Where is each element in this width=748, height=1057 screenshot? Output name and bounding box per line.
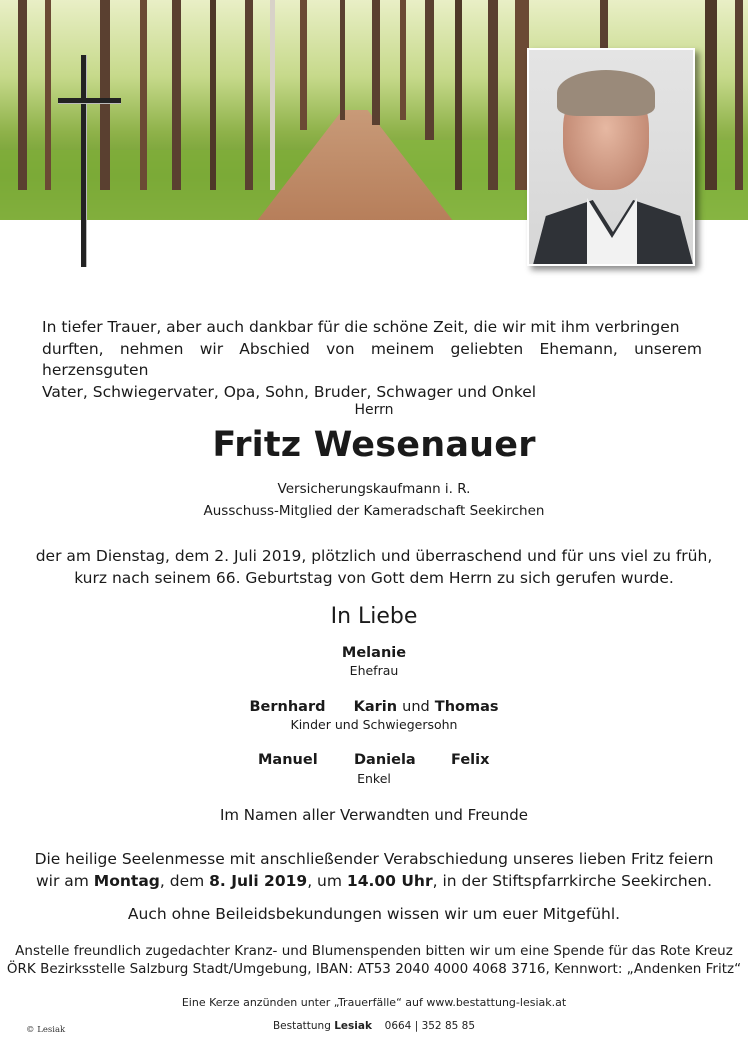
grandchild-name: Daniela — [354, 752, 416, 768]
service-date: 8. Juli 2019 — [209, 871, 308, 890]
donation-note — [0, 943, 748, 978]
intro-line: durften, nehmen wir Abschied von meinem geliebten Ehemann, unserem herzensguten — [42, 339, 702, 379]
death-notice-line: der am Dienstag, dem 2. Juli 2019, plötzlich und überraschend und für uns viel zu früh, — [35, 547, 713, 565]
wife-name: Melanie — [341, 645, 407, 661]
service-time: 14.00 Uhr — [346, 871, 433, 890]
grandchildren-role: Enkel — [357, 771, 391, 786]
family-heading: In Liebe — [330, 604, 418, 629]
and-text: und — [402, 699, 430, 715]
service-line: wir am Montag, dem 8. Juli 2019, um 14.00 Uhr, in der Stiftspfarrkirche Seekirchen. — [35, 871, 713, 890]
death-notice — [0, 545, 748, 589]
grandchild-name: Manuel — [258, 752, 318, 768]
service-notice — [0, 849, 748, 892]
children-block — [0, 699, 748, 732]
candle-link[interactable]: Eine Kerze anzünden unter „Trauerfälle“ auf www.bestattung-lesiak.at — [181, 996, 567, 1009]
deceased-title: Versicherungskaufmann i. R. — [277, 481, 471, 497]
portrait-photo — [527, 48, 695, 266]
grandchild-name: Felix — [451, 752, 490, 768]
children-role: Kinder und Schwiegersohn — [290, 717, 458, 732]
death-notice-line: kurz nach seinem 66. Geburtstag von Gott dem Herrn zu sich gerufen wurde. — [74, 569, 674, 587]
service-day: Montag — [93, 871, 160, 890]
copyright: © Lesiak — [26, 1025, 66, 1035]
wife-role: Ehefrau — [349, 663, 399, 678]
deceased-membership: Ausschuss-Mitglied der Kameradschaft Seekirchen — [203, 503, 545, 519]
donation-line: ÖRK Bezirksstelle Salzburg Stadt/Umgebung, IBAN: AT53 2040 4000 4068 3716, Kennwort: „Andenken Fritz“ — [6, 960, 742, 977]
service-line: Die heilige Seelenmesse mit anschließender Verabschiedung unseres lieben Fritz feiern — [34, 850, 714, 868]
deceased-name: Fritz Wesenauer — [212, 425, 536, 465]
child-name: Bernhard — [249, 699, 326, 715]
salutation: Herrn — [354, 402, 394, 418]
brand-name: Lesiak — [334, 1020, 372, 1032]
relatives-line: Im Namen aller Verwandten und Freunde — [219, 806, 529, 824]
footer — [0, 1020, 748, 1032]
intro-line: In tiefer Trauer, aber auch dankbar für die schöne Zeit, die wir mit ihm verbringen — [42, 318, 680, 336]
donation-line: Anstelle freundlich zugedachter Kranz- und Blumenspenden bitten wir um eine Spende für das Rote Kreuz — [15, 943, 733, 959]
child-name: Karin — [353, 699, 398, 715]
brand-prefix: Bestattung — [272, 1020, 331, 1032]
wife-block — [0, 645, 748, 678]
intro-text — [42, 317, 702, 403]
phone-number: 0664 | 352 85 85 — [384, 1020, 476, 1032]
child-name: Thomas — [434, 699, 499, 715]
condolence-note: Auch ohne Beileidsbekundungen wissen wir um euer Mitgefühl. — [127, 905, 621, 923]
intro-line: Vater, Schwiegervater, Opa, Sohn, Bruder, Schwager und Onkel — [42, 382, 537, 401]
